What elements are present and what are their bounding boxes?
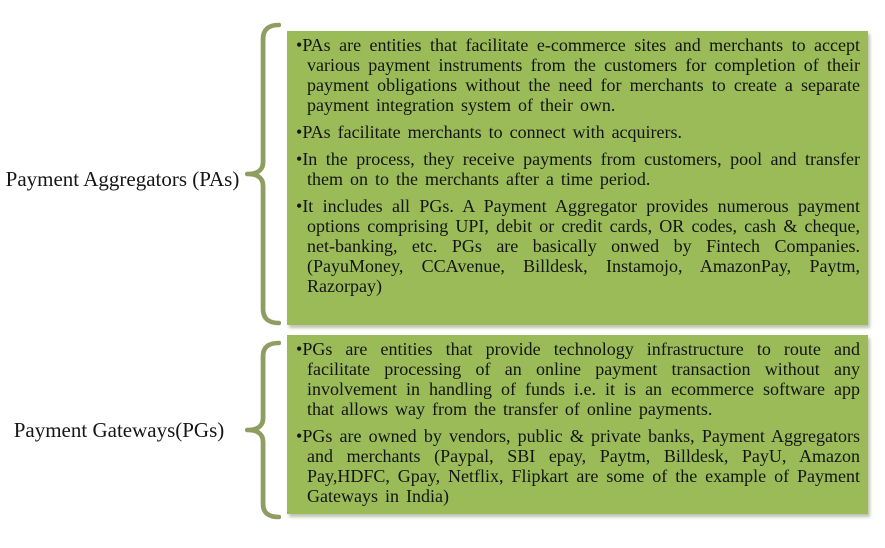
bullet-item — [296, 122, 860, 142]
bullet-text: PGs are entities that provide technology infrastructure to route and facilitate processing of an online payment transaction without any involvement in handling of funds i.e. it is an ecommerce software app that allows way from the transfer of online payments. — [302, 339, 860, 419]
pas-info-box — [287, 31, 868, 325]
bullet-icon: • — [296, 35, 303, 55]
label-payment-aggregators: Payment Aggregators (PAs) — [5, 167, 240, 191]
bullet-text: PAs are entities that facilitate e-commerce sites and merchants to accept various payment instruments from the customers for completion of their payment obligations without the need for merchants to create a separate payment integration system of their own. — [302, 35, 860, 115]
bullet-text: In the process, they receive payments from customers, pool and transfer them on to the merchants after a time period. — [302, 149, 860, 189]
curly-brace-pas-icon — [243, 22, 281, 326]
bullet-item — [296, 149, 860, 189]
bullet-item — [296, 339, 860, 419]
bullet-icon: • — [296, 196, 303, 216]
curly-brace-pgs-icon — [243, 340, 281, 520]
bullet-item — [296, 426, 860, 506]
bullet-text: PAs facilitate merchants to connect with acquirers. — [302, 122, 683, 142]
label-payment-gateways: Payment Gateways(PGs) — [13, 418, 225, 442]
bullet-icon: • — [296, 426, 303, 446]
bullet-item — [296, 35, 860, 115]
bullet-text: It includes all PGs. A Payment Aggregator provides numerous payment options comprising UPI, debit or credit cards, OR codes, cash & cheque, net-banking, etc. PGs are basically onwed by Fintech Companies. (PayuMoney, CCAvenue, Billdesk, Instamojo, AmazonPay, Paytm, Razorpay) — [302, 196, 860, 296]
bullet-icon: • — [296, 149, 303, 169]
bullet-text: PGs are owned by vendors, public & private banks, Payment Aggregators and merchants (Paypal, SBI epay, Paytm, Billdesk, PayU, Amazon Pay,HDFC, Gpay, Netflix, Flipkart are some of the example of Payment Gateways in India) — [302, 426, 860, 506]
pgs-info-box — [287, 335, 868, 514]
bullet-item — [296, 196, 860, 296]
bullet-icon: • — [296, 339, 303, 359]
bullet-icon: • — [296, 122, 303, 142]
